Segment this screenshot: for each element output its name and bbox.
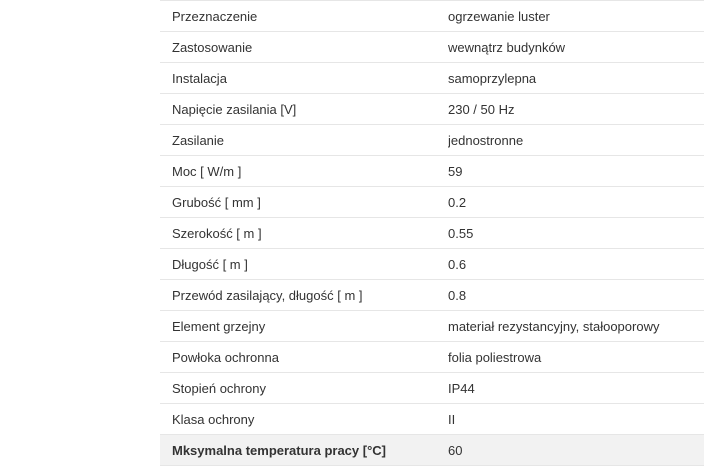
spec-value: wewnątrz budynków [448, 39, 566, 55]
spec-value: 0.2 [448, 194, 467, 210]
spec-label: Grubość [ mm ] [172, 194, 261, 210]
spec-value: materiał rezystancyjny, stałooporowy [448, 318, 660, 334]
table-row [160, 187, 704, 218]
spec-value: 0.8 [448, 287, 467, 303]
spec-label: Klasa ochrony [172, 411, 255, 427]
spec-value: 59 [448, 163, 463, 179]
spec-label: Instalacja [172, 70, 227, 86]
spec-value: 0.6 [448, 256, 467, 272]
table-row [160, 125, 704, 156]
spec-label: Stopień ochrony [172, 380, 266, 396]
spec-label: Przeznaczenie [172, 8, 258, 24]
spec-label: Powłoka ochronna [172, 349, 279, 365]
table-row [160, 311, 704, 342]
spec-value: 0.55 [448, 225, 474, 241]
spec-label: Mksymalna temperatura pracy [°C] [172, 442, 386, 458]
spec-label: Zasilanie [172, 132, 225, 148]
table-row [160, 32, 704, 63]
spec-value: jednostronne [448, 132, 524, 148]
table-row [160, 404, 704, 435]
spec-value: folia poliestrowa [448, 349, 542, 365]
spec-label: Element grzejny [172, 318, 266, 334]
spec-value: 230 / 50 Hz [448, 101, 515, 117]
spec-value: IP44 [448, 380, 475, 396]
table-row [160, 280, 704, 311]
table-row [160, 218, 704, 249]
table-row [160, 435, 704, 466]
table-row [160, 63, 704, 94]
spec-value: 60 [448, 442, 463, 458]
table-row [160, 94, 704, 125]
left-margin [0, 0, 160, 466]
spec-label: Szerokość [ m ] [172, 225, 262, 241]
spec-value: ogrzewanie luster [448, 8, 550, 24]
spec-label: Zastosowanie [172, 39, 253, 55]
spec-table [160, 0, 704, 466]
spec-value: II [448, 411, 456, 427]
table-row [160, 1, 704, 32]
table-row [160, 373, 704, 404]
spec-value: samoprzylepna [448, 70, 537, 86]
spec-label: Moc [ W/m ] [172, 163, 242, 179]
table-row [160, 156, 704, 187]
spec-label: Przewód zasilający, długość [ m ] [172, 287, 363, 303]
spec-label: Napięcie zasilania [V] [172, 101, 297, 117]
table-row [160, 249, 704, 280]
table-row [160, 342, 704, 373]
spec-label: Długość [ m ] [172, 256, 248, 272]
